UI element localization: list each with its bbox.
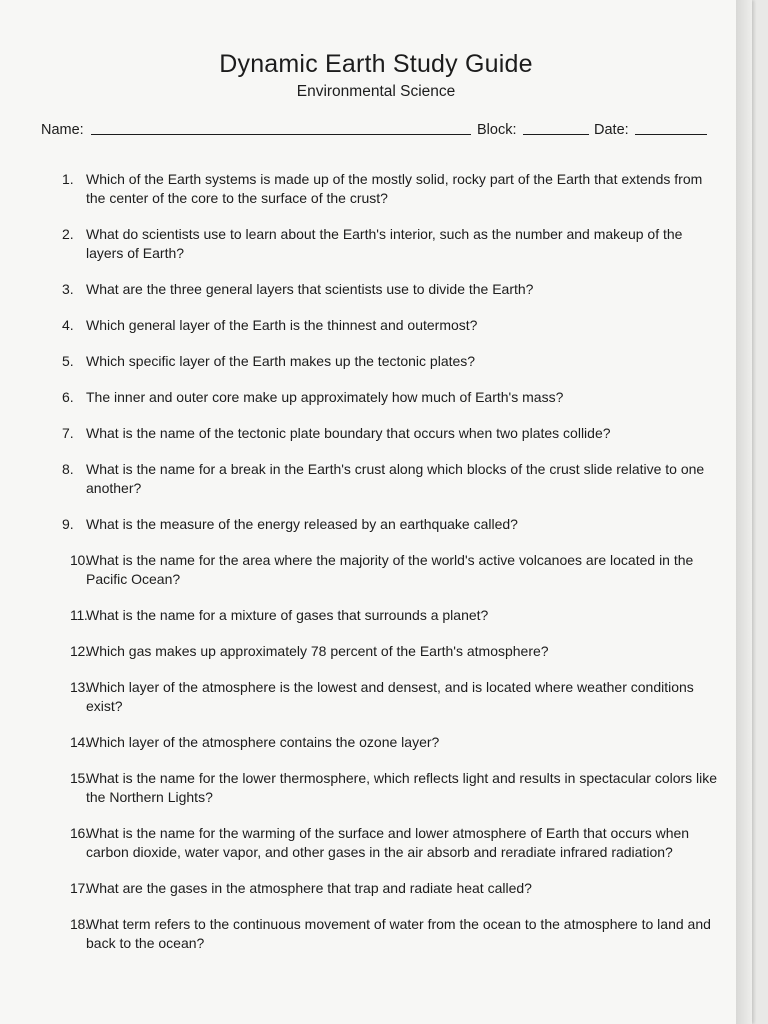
question-number: 4. [62,317,74,333]
question-text: What are the gases in the atmosphere that trap and radiate heat called? [86,880,532,896]
question-item [62,879,722,898]
question-text: Which specific layer of the Earth makes up the tectonic plates? [86,353,476,369]
question-number: 16. [70,825,89,841]
question-item [62,915,722,953]
question-item [62,606,722,625]
question-item [62,170,722,208]
question-text: What is the name for the lower thermosphere, which reflects light and results in spectacular colors like the Northern Lights? [86,770,718,805]
question-item [62,280,722,299]
question-number: 14. [70,734,89,750]
question-number: 7. [62,425,74,441]
question-item [62,515,722,534]
question-item [62,733,722,752]
question-item [62,551,722,589]
question-number: 10. [70,552,89,568]
question-text: What is the name for the area where the majority of the world's active volcanoes are located in the Pacific Ocean? [86,552,694,587]
question-text: What do scientists use to learn about the Earth's interior, such as the number and makeup of the layers of Earth? [86,226,683,261]
question-number: 12. [70,643,89,659]
question-item [62,824,722,862]
question-item [62,769,722,807]
question-text: What are the three general layers that scientists use to divide the Earth? [86,281,534,297]
page-title: Dynamic Earth Study Guide [219,50,533,78]
page-subtitle: Environmental Science [296,83,456,100]
question-text: What is the name of the tectonic plate boundary that occurs when two plates collide? [86,425,611,441]
page-edge [736,0,752,1024]
question-number: 3. [62,281,74,297]
question-number: 6. [62,389,74,405]
question-number: 8. [62,461,74,477]
question-item [62,225,722,263]
question-number: 15. [70,770,89,786]
question-item [62,316,722,335]
question-number: 2. [62,226,74,242]
question-item [62,642,722,661]
question-text: What is the name for the warming of the surface and lower atmosphere of Earth that occurs when carbon dioxide, water vapor, and other gases in the air absorb and reradiate infrared radiation? [86,825,690,860]
question-text: Which layer of the atmosphere contains the ozone layer? [86,734,440,750]
question-text: What is the name for a mixture of gases that surrounds a planet? [86,607,489,623]
question-number: 18. [70,916,89,932]
question-text: Which general layer of the Earth is the thinnest and outermost? [86,317,478,333]
student-info-row [41,118,721,140]
question-text: Which gas makes up approximately 78 percent of the Earth's atmosphere? [86,643,549,659]
question-text: What is the name for a break in the Earth's crust along which blocks of the crust slide relative to one another? [86,461,705,496]
question-item [62,388,722,407]
question-number: 17. [70,880,89,896]
question-number: 11. [70,607,88,623]
question-number: 13. [70,679,89,695]
question-number: 9. [62,516,74,532]
question-number: 5. [62,353,74,369]
question-text: The inner and outer core make up approximately how much of Earth's mass? [86,389,564,405]
question-item [62,460,722,498]
block-blank [523,118,589,135]
question-item [62,352,722,371]
date-blank [635,118,707,135]
question-item [62,678,722,716]
question-list [62,170,722,970]
name-label: Name: [41,122,84,138]
question-text: What is the measure of the energy released by an earthquake called? [86,516,518,532]
name-blank [91,118,471,135]
question-text: Which layer of the atmosphere is the lowest and densest, and is located where weather conditions exist? [86,679,694,714]
block-label: Block: [477,122,517,138]
date-label: Date: [594,122,629,138]
question-item [62,424,722,443]
question-number: 1. [62,171,74,187]
question-text: Which of the Earth systems is made up of the mostly solid, rocky part of the Earth that extends from the center of the core to the surface of the crust? [86,171,703,206]
question-text: What term refers to the continuous movement of water from the ocean to the atmosphere to land and back to the ocean? [86,916,711,951]
